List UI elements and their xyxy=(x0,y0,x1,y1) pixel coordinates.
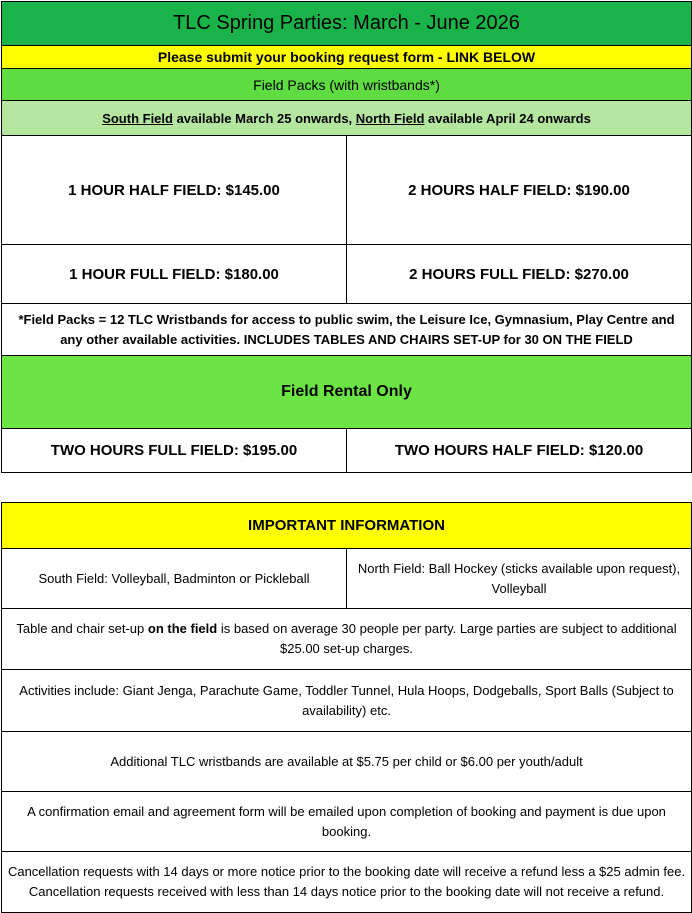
confirmation-info: A confirmation email and agreement form will be emailed upon completion of booking and payment is due upon booking. xyxy=(2,792,692,852)
setup-info xyxy=(2,609,692,670)
info-heading: IMPORTANT INFORMATION xyxy=(2,503,692,549)
booking-note: Please submit your booking request form - LINK BELOW xyxy=(2,46,692,69)
price-2h-half: 2 HOURS HALF FIELD: $190.00 xyxy=(347,136,692,245)
north-field-label: North Field xyxy=(355,110,425,126)
south-field-label: South Field xyxy=(102,110,173,126)
setup-text-pre: Table and chair set-up xyxy=(16,621,148,636)
price-1h-half: 1 HOUR HALF FIELD: $145.00 xyxy=(2,136,347,245)
south-field-activities: South Field: Volleyball, Badminton or Pickleball xyxy=(2,549,347,609)
setup-text-bold: on the field xyxy=(147,621,218,636)
price-1h-full: 1 HOUR FULL FIELD: $180.00 xyxy=(2,245,347,304)
rental-heading: Field Rental Only xyxy=(2,356,692,429)
price-2h-full: 2 HOURS FULL FIELD: $270.00 xyxy=(347,245,692,304)
availability-row xyxy=(2,101,692,136)
field-pack-note: *Field Packs = 12 TLC Wristbands for access to public swim, the Leisure Ice, Gymnasium, Play Centre and any other available activities. INCLUDES TABLES AND CHAIRS SET-UP for 30 ON THE FIELD xyxy=(2,304,692,356)
south-availability: available March 25 onwards, xyxy=(172,110,356,126)
rental-full-field: TWO HOURS FULL FIELD: $195.00 xyxy=(2,429,347,473)
field-packs-heading: Field Packs (with wristbands*) xyxy=(2,69,692,101)
rental-half-field: TWO HOURS HALF FIELD: $120.00 xyxy=(347,429,692,473)
north-field-activities: North Field: Ball Hockey (sticks available upon request), Volleyball xyxy=(347,549,692,609)
activities-info: Activities include: Giant Jenga, Parachute Game, Toddler Tunnel, Hula Hoops, Dodgeballs, Sport Balls (Subject to availability) etc. xyxy=(2,670,692,732)
wristband-info: Additional TLC wristbands are available at $5.75 per child or $6.00 per youth/adult xyxy=(2,732,692,792)
setup-text-post: is based on average 30 people per party. Large parties are subject to additional $25.00 set-up charges. xyxy=(217,621,677,656)
page-title: TLC Spring Parties: March - June 2026 xyxy=(2,2,692,46)
cancellation-info: Cancellation requests with 14 days or more notice prior to the booking date will receive a refund less a $25 admin fee. Cancellation requests received with less than 14 days notice prior to the booking date will not receive a refund. xyxy=(2,852,692,913)
pricing-table xyxy=(1,1,692,473)
information-table xyxy=(1,502,692,913)
north-availability: available April 24 onwards xyxy=(424,110,591,126)
